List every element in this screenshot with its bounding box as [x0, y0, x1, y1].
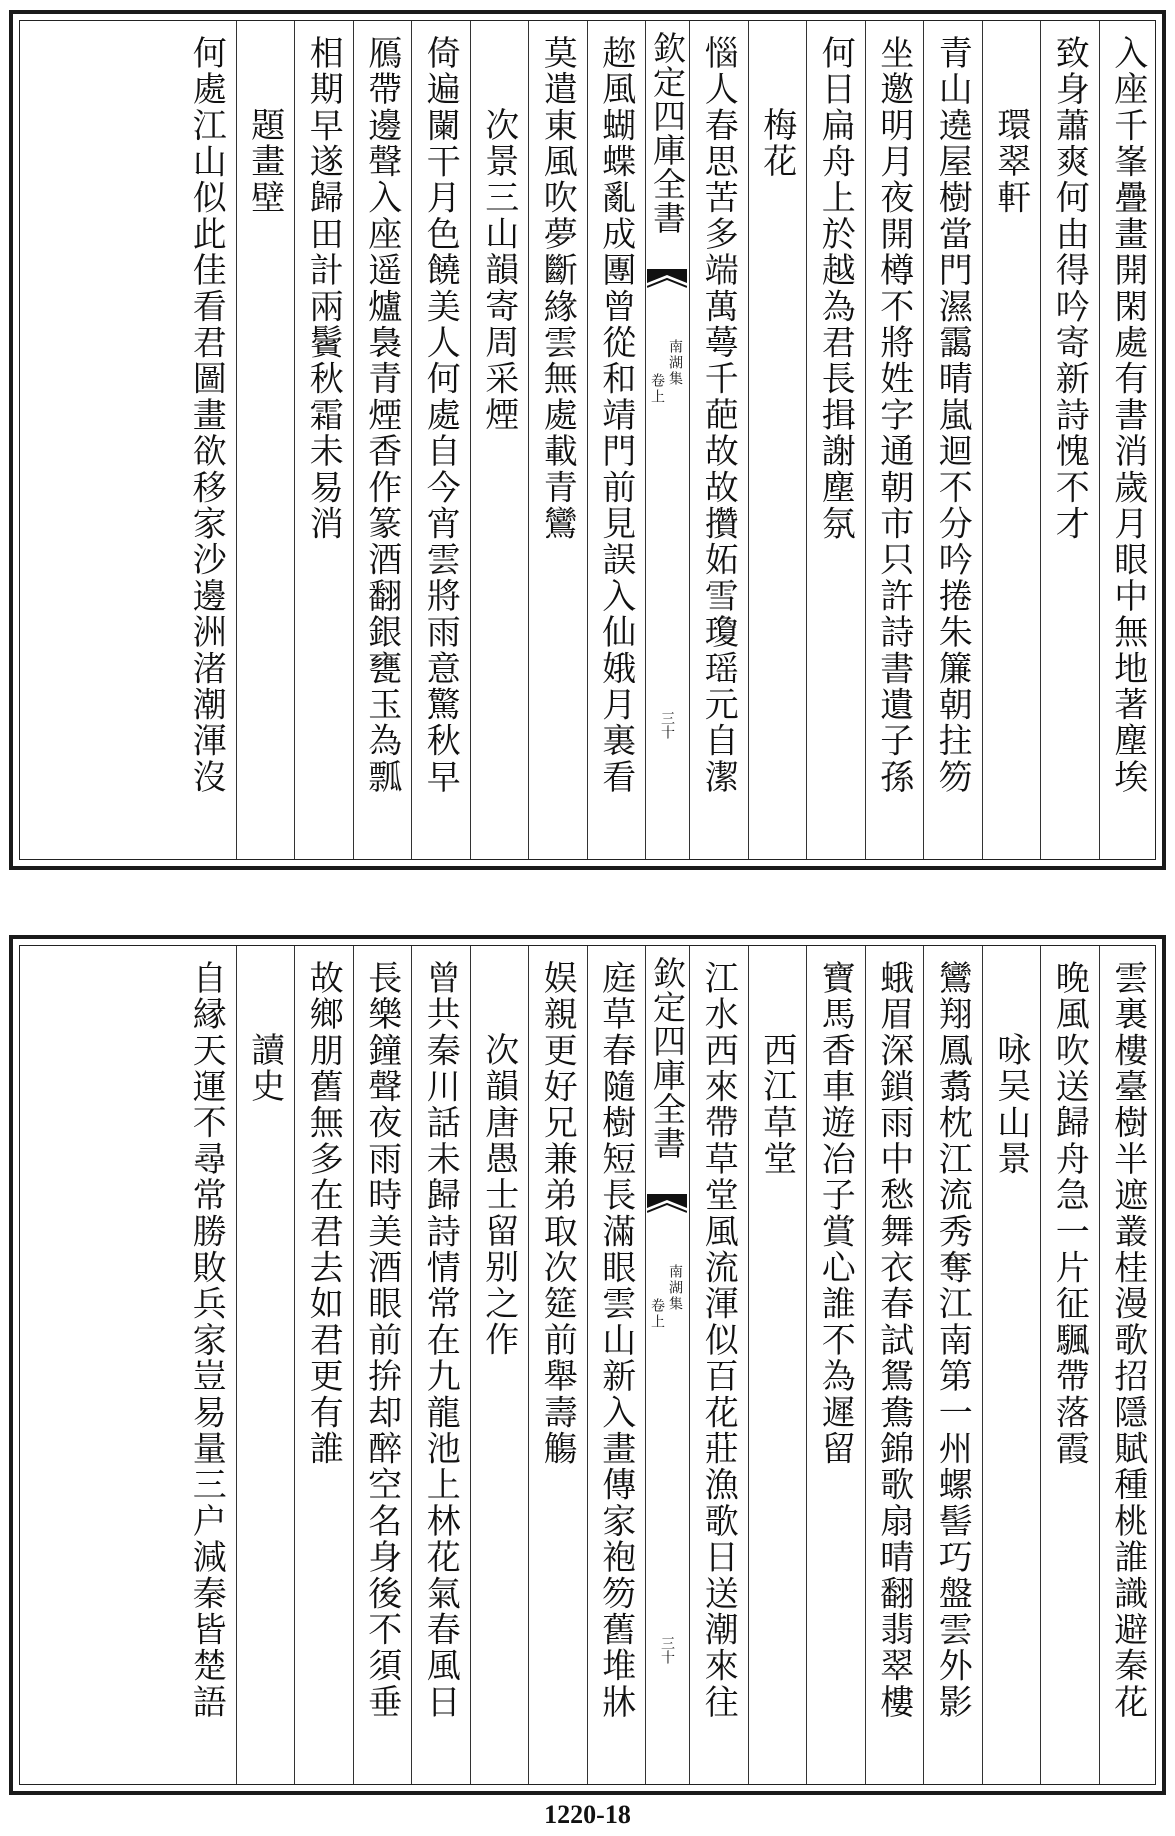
fish-tail-mark-icon — [647, 1194, 687, 1236]
text-column: 蛾眉深鎖雨中愁舞衣春試鴛鴦錦歌扇晴翻翡翠樓 — [873, 960, 914, 1721]
text-column: 娱親更好兄兼弟取次筵前舉壽觴 — [537, 960, 578, 1467]
text-column: 相期早遂歸田計兩鬢秋霜未易消 — [303, 35, 344, 542]
folio-number: 三十 — [659, 1636, 675, 1664]
column-rule — [1040, 21, 1041, 859]
column-rule — [806, 21, 807, 859]
book-name: 南湖集 — [667, 339, 683, 387]
text-column: 庭草春隨樹短長滿眼雲山新入畫傳家袍笏舊堆牀 — [595, 960, 636, 1721]
column-rule — [982, 946, 983, 1784]
text-column: 曾共秦川話未歸詩情常在九龍池上林花氣春風日 — [420, 960, 461, 1721]
column-rule — [587, 946, 588, 1784]
text-column: 坐邀明月夜開樽不將姓字通朝市只許詩書遺子孫 — [873, 35, 914, 796]
text-column: 致身蕭爽何由得吟寄新詩愧不才 — [1049, 35, 1090, 542]
poem-title: 讀史 — [244, 1032, 285, 1105]
text-column: 自縁天運不尋常勝敗兵家豈易量三户減秦皆楚語 — [186, 960, 227, 1721]
upper-page-frame — [9, 10, 1166, 870]
text-column: 趂風蝴蝶亂成團曾從和靖門前見誤入仙娥月裏看 — [595, 35, 636, 796]
center-fold-rule — [689, 946, 690, 1784]
column-rule — [528, 946, 529, 1784]
book-title: 欽定四庫全書 — [648, 31, 687, 235]
column-rule — [923, 21, 924, 859]
volume-label: 卷上 — [649, 1298, 665, 1330]
column-rule — [748, 946, 749, 1784]
column-rule — [806, 946, 807, 1784]
page-number: 1220-18 — [544, 1800, 631, 1829]
text-column: 何處江山似此佳看君圖畫欲移家沙邊洲渚潮渾沒 — [186, 35, 227, 796]
book-title: 欽定四庫全書 — [648, 956, 687, 1160]
column-rule — [294, 946, 295, 1784]
text-column: 何日扁舟上於越為君長揖謝塵氛 — [815, 35, 856, 542]
fish-tail-mark-icon — [647, 269, 687, 311]
poem-title: 梅花 — [756, 107, 797, 180]
poem-title: 次韻唐愚士留别之作 — [478, 1032, 519, 1358]
column-rule — [528, 21, 529, 859]
text-column: 鴈帶邊聲入座遥爐裊青煙香作篆酒翻銀甕玉為瓢 — [361, 35, 402, 796]
volume-label: 卷上 — [649, 373, 665, 405]
column-rule — [982, 21, 983, 859]
center-fold-rule — [645, 946, 646, 1784]
column-rule — [1099, 21, 1100, 859]
column-rule — [587, 21, 588, 859]
text-column: 寶馬香車遊冶子賞心誰不為遲留 — [815, 960, 856, 1467]
poem-title: 環翠軒 — [990, 107, 1031, 216]
column-rule — [1040, 946, 1041, 1784]
column-rule — [411, 21, 412, 859]
column-rule — [411, 946, 412, 1784]
text-column: 晚風吹送歸舟急一片征颿帶落霞 — [1049, 960, 1090, 1467]
text-column: 惱人春思苦多端萬蕚千葩故故攢妬雪瓊瑶元自潔 — [698, 35, 739, 796]
text-column: 江水西來帶草堂風流渾似百花莊漁歌日送潮來往 — [698, 960, 739, 1721]
column-rule — [748, 21, 749, 859]
column-rule — [1099, 946, 1100, 1784]
text-column: 鸞翔鳳翥枕江流秀奪江南第一州螺髻巧盤雲外影 — [932, 960, 973, 1721]
column-rule — [470, 946, 471, 1784]
column-rule — [294, 21, 295, 859]
poem-title: 次景三山韻寄周采煙 — [478, 107, 519, 433]
center-fold-rule — [689, 21, 690, 859]
column-rule — [865, 946, 866, 1784]
column-rule — [470, 21, 471, 859]
column-rule — [353, 21, 354, 859]
text-column: 故鄉朋舊無多在君去如君更有誰 — [303, 960, 344, 1467]
text-column: 雲裏樓臺樹半遮叢桂漫歌招隱賦種桃誰識避秦花 — [1107, 960, 1148, 1721]
poem-title: 咏吴山景 — [990, 1032, 1031, 1177]
poem-title: 題畫壁 — [244, 107, 285, 216]
column-rule — [236, 21, 237, 859]
center-fold-rule — [645, 21, 646, 859]
lower-page-inner-border — [19, 945, 1156, 1785]
text-column: 青山遶屋樹當門濕靄晴嵐迴不分吟捲朱簾朝拄笏 — [932, 35, 973, 796]
column-rule — [923, 946, 924, 1784]
text-column: 長樂鐘聲夜雨時美酒眼前拚却醉空名身後不須垂 — [361, 960, 402, 1721]
lower-page-frame — [9, 935, 1166, 1795]
center-fold — [645, 21, 689, 859]
folio-number: 三十 — [659, 711, 675, 739]
text-column: 莫遣東風吹夢斷緣雲無處載青鸞 — [537, 35, 578, 542]
center-fold — [645, 946, 689, 1784]
column-rule — [865, 21, 866, 859]
text-column: 入座千峯疊畫開閑處有書消歲月眼中無地著塵埃 — [1107, 35, 1148, 796]
text-column: 倚遍闌干月色饒美人何處自今宵雲將雨意驚秋早 — [420, 35, 461, 796]
book-name: 南湖集 — [667, 1264, 683, 1312]
upper-page-inner-border — [19, 20, 1156, 860]
column-rule — [236, 946, 237, 1784]
column-rule — [353, 946, 354, 1784]
poem-title: 西江草堂 — [756, 1032, 797, 1177]
